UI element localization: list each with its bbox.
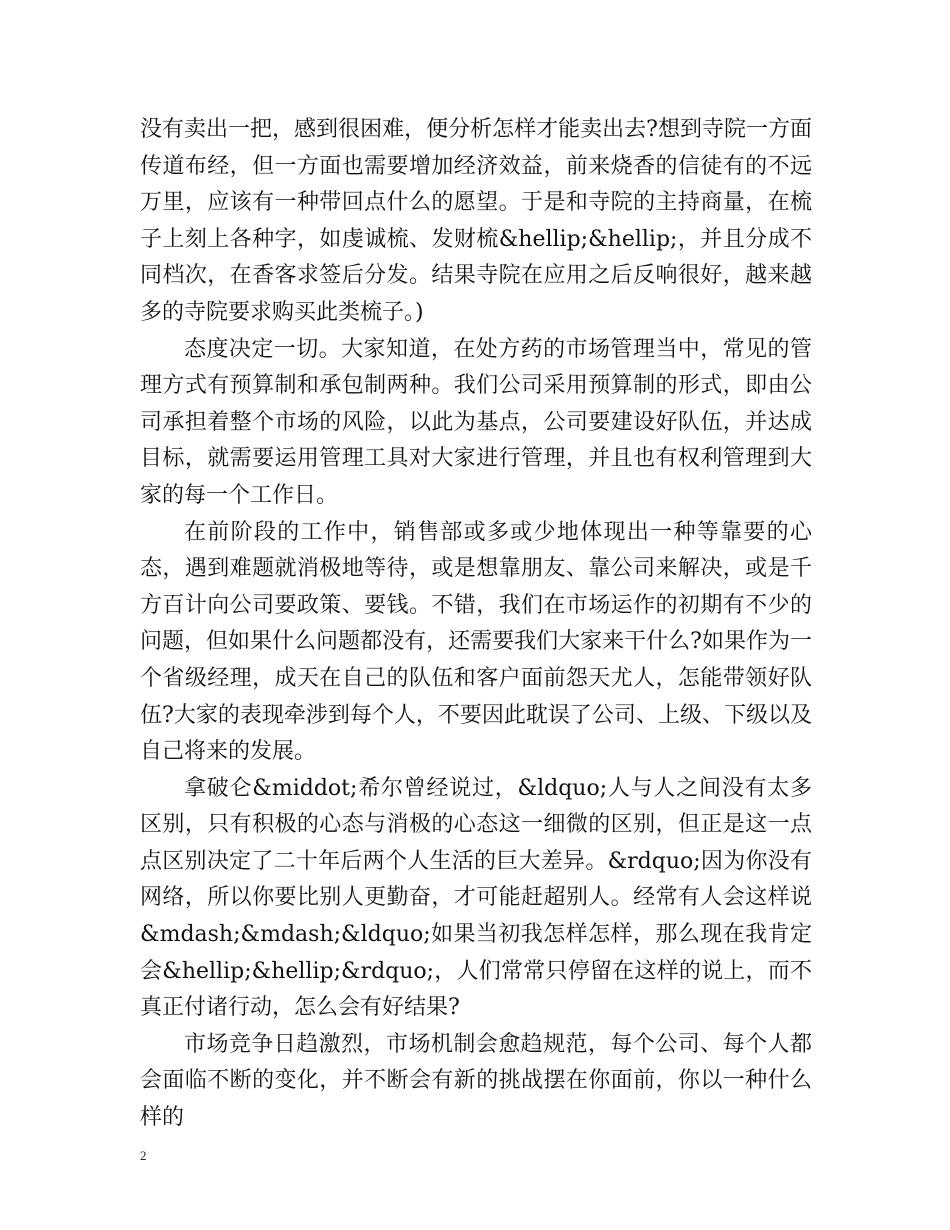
paragraph-1: 没有卖出一把，感到很困难，便分析怎样才能卖出去?想到寺院一方面传道布经，但一方面也需要增加经济效益，前来烧香的信徒有的不远万里，应该有一种带回点什么的愿望。于是和寺院的主持商量，在梳子上刻上各种字，如虔诚梳、发财梳&hellip;&hellip;，并且分成不同档次，在香客求签后分发。结果寺院在应用之后反响很好，越来越多的寺院要求购买此类梳子。) [140, 117, 812, 325]
page-number: 2 [140, 1148, 147, 1163]
document-body [140, 112, 812, 1137]
paragraph-3: 在前阶段的工作中，销售部或多或少地体现出一种等靠要的心态，遇到难题就消极地等待，或是想靠朋友、靠公司来解决，或是千方百计向公司要政策、要钱。不错，我们在市场运作的初期有不少的问题，但如果什么问题都没有，还需要我们大家来干什么?如果作为一个省级经理，成天在自己的队伍和客户面前怨天尤人，怎能带领好队伍?大家的表现牵涉到每个人，不要因此耽误了公司、上级、下级以及自己将来的发展。 [140, 519, 812, 765]
paragraph-4: 拿破仑&middot;希尔曾经说过，&ldquo;人与人之间没有太多区别，只有积极的心态与消极的心态这一细微的区别，但正是这一点点区别决定了二十年后两个人生活的巨大差异。&rdquo;因为你没有网络，所以你要比别人更勤奋，才可能赶超别人。经常有人会这样说&mdash;&mdash;&ldquo;如果当初我怎样怎样，那么现在我肯定会&hellip;&hellip;&rdquo;，人们常常只停留在这样的说上，而不真正付诸行动，怎么会有好结果? [140, 775, 812, 1021]
paragraph-2: 态度决定一切。大家知道，在处方药的市场管理当中，常见的管理方式有预算制和承包制两种。我们公司采用预算制的形式，即由公司承担着整个市场的风险，以此为基点，公司要建设好队伍，并达成目标，就需要运用管理工具对大家进行管理，并且也有权利管理到大家的每一个工作日。 [140, 336, 812, 508]
paragraph-5: 市场竞争日趋激烈，市场机制会愈趋规范，每个公司、每个人都会面临不断的变化，并不断会有新的挑战摆在你面前，你以一种什么样的 [140, 1031, 812, 1131]
